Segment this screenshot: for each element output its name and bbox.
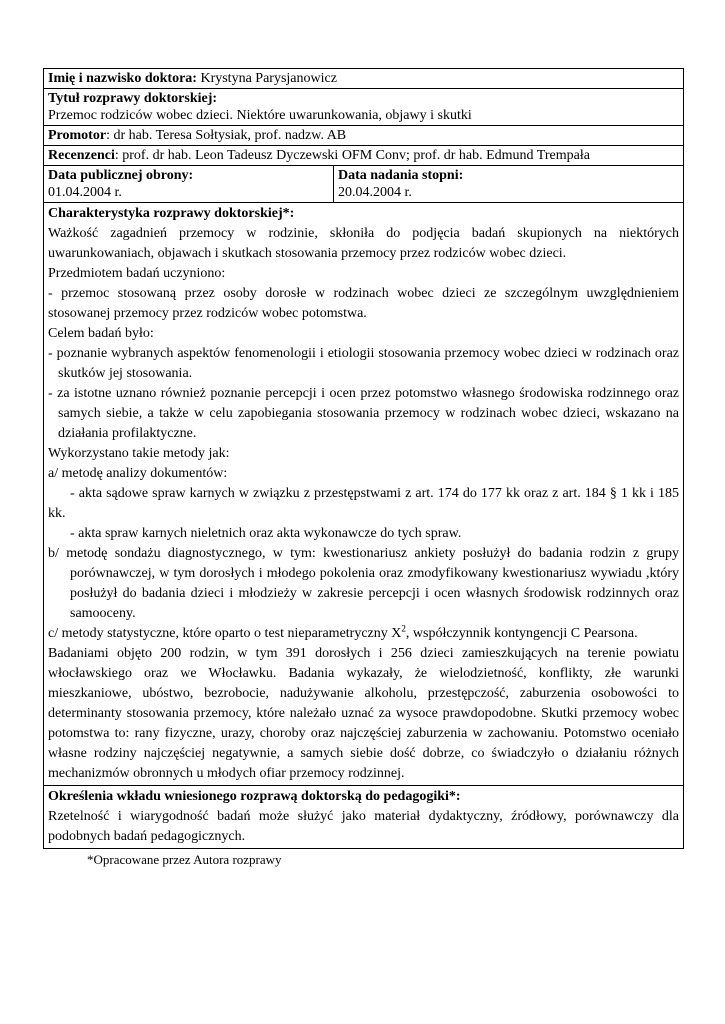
contribution-heading: Określenia wkładu wniesionego rozprawą doktorską do pedagogiki*: [48,789,461,804]
contribution-cell [44,786,684,849]
statistics-text-end: , współczynnik kontyngencji C Pearsona. [405,626,638,641]
characteristics-paragraph: Badaniami objęto 200 rodzin, w tym 391 dorosłych i 256 dzieci zamieszkujących na terenie powiatu włocławskiego oraz we Włocławku. Badania wykazały, że wielodzietność, konflikty, złe warunki mieszkaniowe, ubóstwo, bezrobocie, nadużywanie alkoholu, przestępczość, zaburzenia osobowości to determinanty stosowania przemocy, które należało uznać za wysoce prawdopodobne. Skutki przemocy wobec potomstwa to: rany fizyczne, urazy, choroby oraz najczęściej zaburzenia w zachowaniu. Potomstwo oceniało własne rodziny najczęściej negatywnie, a samych siebie dość dobrze, co świadczyło o działaniu różnych mechanizmów obronnych u młodych ofiar przemocy rodzinnej. [48,646,680,781]
characteristics-cell [44,203,684,786]
promotor-name: : dr hab. Teresa Sołtysiak, prof. nadzw. AB [106,128,347,143]
thesis-info-table [43,68,684,849]
defense-date-value: 01.04.2004 r. [48,185,122,200]
degree-date-value: 20.04.2004 r. [338,185,412,200]
characteristics-paragraph: - przemoc stosowaną przez osoby dorosłe w rodzinach wobec dzieci ze szczególnym uwzględnieniem stosowanej przemocy przez rodziców wobec potomstwa. [48,286,680,321]
contribution-text: Rzetelność i wiarygodność badań może służyć jako materiał dydaktyczny, źródłowy, porównawczy dla podobnych badań pedagogicznych. [48,809,680,844]
degree-date-label: Data nadania stopni: [338,168,464,183]
promotor-cell [44,126,684,146]
reviewers-names: : prof. dr hab. Leon Tadeusz Dyczewski OFM Conv; prof. dr hab. Edmund Trempała [114,148,590,163]
thesis-label: Tytuł rozprawy doktorskiej: [48,91,218,106]
characteristics-row [44,203,684,786]
characteristics-paragraph: Wykorzystano takie metody jak: [48,446,230,461]
statistics-text: c/ metody statystyczne, które oparto o test nieparametryczny X [48,626,402,641]
thesis-row [44,89,684,126]
thesis-cell [44,89,684,126]
doctor-label: Imię i nazwisko doktora: [48,71,197,86]
characteristics-paragraph: Przedmiotem badań uczyniono: [48,266,226,281]
defense-date-cell [44,166,334,203]
thesis-title: Przemoc rodziców wobec dzieci. Niektóre uwarunkowania, objawy i skutki [48,108,472,123]
doctor-row [44,69,684,89]
characteristics-heading: Charakterystyka rozprawy doktorskiej*: [48,206,295,221]
footnote: *Opracowane przez Autora rozprawy [87,852,282,867]
doctor-cell [44,69,684,89]
characteristics-paragraph: Ważkość zagadnień przemocy w rodzinie, skłoniła do podjęcia badań skupionych na niektórych uwarunkowaniach, objawach i skutkach stosowania przemocy przez rodziców wobec dzieci. [48,226,680,261]
characteristics-paragraph: Celem badań było: [48,326,154,341]
contribution-row [44,786,684,849]
document-page [43,68,683,868]
characteristics-paragraph: - poznanie wybranych aspektów fenomenologii i etiologii stosowania przemocy wobec dzieci w rodzinach oraz skutków jej stosowania. [48,346,680,381]
characteristics-paragraph: - akta spraw karnych nieletnich oraz akta wykonawcze do tych spraw. [70,526,462,541]
defense-date-label: Data publicznej obrony: [48,168,194,183]
characteristics-paragraph: a/ metodę analizy dokumentów: [48,466,228,481]
reviewers-label: Recenzenci [48,148,115,163]
characteristics-paragraph [48,624,679,644]
reviewers-row [44,146,684,166]
reviewers-cell [44,146,684,166]
degree-date-cell [334,166,684,203]
characteristics-paragraph: - za istotne uznano również poznanie percepcji i ocen przez potomstwo własnego środowiska rodzinnego oraz samych siebie, a także w celu zapobiegania stosowania przemocy w rodzinach wobec dzieci, wskazano na działania profilaktyczne. [48,386,680,441]
court-files-text: - akta sądowe spraw karnych w związku z przestępstwami z art. 174 do 177 kk oraz z art. 184 § 1 kk i 185 kk. [48,486,680,521]
characteristics-paragraph: b/ metodę sondażu diagnostycznego, w tym: kwestionariusz ankiety posłużył do badania rodzin z grupy porównawczej, w tym dorosłych i młodego pokolenia oraz zmodyfikowany kwestionariusz wywiadu ,który posłużył do badania dzieci i młodzieży w zakresie percepcji i ocen własnych środowisk rodzinnych oraz samooceny. [48,546,680,621]
dates-row [44,166,684,203]
characteristics-paragraph [48,484,679,524]
promotor-row [44,126,684,146]
promotor-label: Promotor [48,128,107,143]
chi-square-superscript: 2 [401,623,406,634]
doctor-name: Krystyna Parysjanowicz [196,71,337,86]
